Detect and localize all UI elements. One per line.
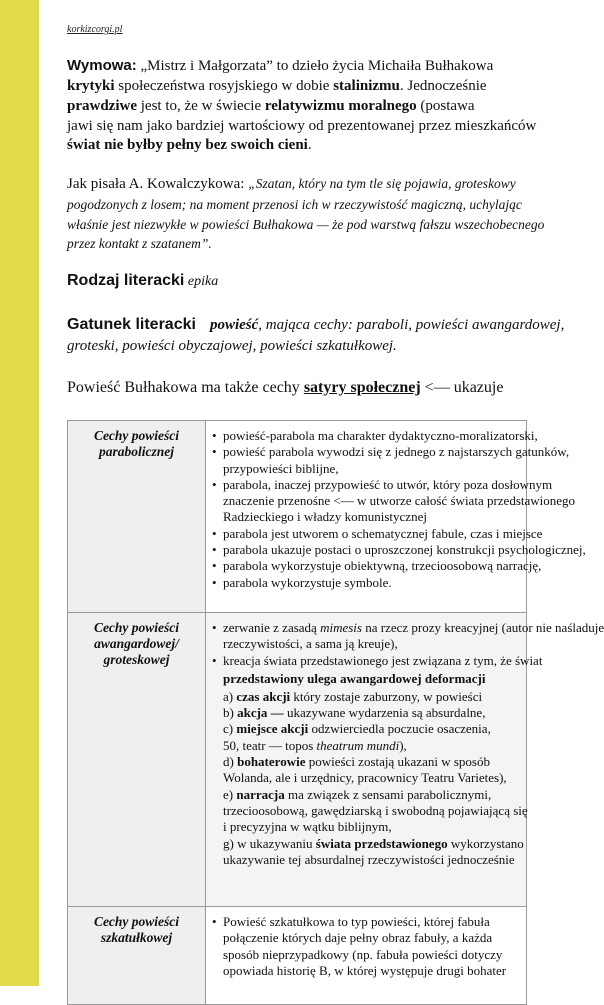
gatunek-line-1: Gatunek literacki powieść, mająca cechy: paraboli, powieści awangardowej, xyxy=(67,316,565,333)
list-item: • parabola, inaczej przypowieść to utwór, który poza dosłownym xyxy=(212,477,526,493)
quote-line-1: Jak pisała A. Kowalczykowa: „Szatan, który na tym tle się pojawia, groteskowy xyxy=(67,176,516,192)
list-item: • powieść-parabola ma charakter dydaktyczno-moralizatorski, xyxy=(212,428,526,444)
wymowa-label: Wymowa: xyxy=(67,57,137,74)
list-item: • parabola jest utworem o schematycznej fabule, czas i miejsce xyxy=(212,526,526,542)
szkatulka-body xyxy=(206,907,527,1005)
wymowa-line-1: Wymowa: „Mistrz i Małgorzata” to dzieło życia Michaiła Bułhakowa xyxy=(67,57,494,74)
sub-item-b: b) akcja — ukazywane wydarzenia są absurdalne, xyxy=(223,705,486,721)
sub-item-g: g) w ukazywaniu świata przedstawionego wykorzystano xyxy=(223,835,524,851)
sub-item-d: d) bohaterowie powieści zostają ukazani w sposób xyxy=(223,754,490,770)
sub-item-e-cont: i precyzyjna w wątku biblijnym, xyxy=(223,819,392,835)
list-item: • parabola wykorzystuje obiektywną, trzecioosobową narrację, xyxy=(212,558,526,574)
list-item-continuation: sposób nieprzypadkowy (np. fabuła powieści dotyczy xyxy=(223,946,503,962)
wymowa-line-2: krytyki społeczeństwa rosyjskiego w dobie stalinizmu. Jednocześnie xyxy=(67,78,487,94)
list-item-continuation: rzeczywistości, a sama ją kreuje), xyxy=(223,636,398,652)
list-item: • parabola wykorzystuje symbole. xyxy=(212,575,526,591)
list-item: • Powieść szkatułkowa to typ powieści, której fabuła xyxy=(212,914,526,930)
szkatulka-head: Cechy powieści szkatułkowej xyxy=(68,907,206,1005)
table-row-awangarda xyxy=(68,613,527,907)
awangarda-head: Cechy powieści awangardowej/ groteskowej xyxy=(68,613,206,907)
rodzaj-heading: Rodzaj literacki epika xyxy=(67,272,219,289)
awangarda-body xyxy=(206,613,604,907)
gatunek-line-2: groteski, powieści obyczajowej, powieści szkatułkowej. xyxy=(67,338,397,354)
sub-item-g-cont: ukazywanie tej absurdalnej rzeczywistości jednocześnie xyxy=(223,851,515,867)
wymowa-line-3: prawdziwe jest to, że w świecie relatywizmu moralnego (postawa xyxy=(67,98,475,114)
list-item: • parabola ukazuje postaci o uproszczonej konstrukcji psychologicznej, xyxy=(212,542,526,558)
sub-item-c: c) miejsce akcji odzwierciedla poczucie osaczenia, xyxy=(223,721,491,737)
table-row-parabola xyxy=(68,421,527,613)
sub-item-e-cont: trzecioosobową, gawędziarską i swobodną pojawiającą się xyxy=(223,802,528,818)
sub-item-d-cont: Wolanda, ale i urzędnicy, pracownicy Teatru Varietes), xyxy=(223,770,507,786)
sub-item-a: a) czas akcji który zostaje zaburzony, w powieści xyxy=(223,688,483,704)
list-item-continuation: znaczenie przenośne <— w utworze całość świata przedstawionego xyxy=(223,493,576,509)
list-item: • kreacja świata przedstawionego jest związana z tym, że świat xyxy=(212,653,526,669)
list-item: • zerwanie z zasadą mimesis na rzecz prozy kreacyjnej (autor nie naśladuje xyxy=(212,620,526,636)
list-item-continuation: opowiada historię B, w której występuje drugi bohater xyxy=(223,962,507,978)
quote-line-2: pogodzonych z losem; na moment przenosi ich w rzeczywistość magiczną, uchylając xyxy=(67,197,522,212)
wymowa-line-5: świat nie byłby pełny bez swoich cieni. xyxy=(67,137,312,153)
list-item: • powieść parabola wywodzi się z jednego z najstarszych gatunków, xyxy=(212,444,526,460)
yellow-sidebar xyxy=(0,0,39,986)
list-item-continuation: przedstawiony ulega awangardowej deformacji xyxy=(223,670,486,686)
parabola-head: Cechy powieści parabolicznej xyxy=(68,421,206,613)
list-item-continuation: połączenie których daje pełny obraz fabuły, a każda xyxy=(223,930,493,946)
table-row-szkatulka xyxy=(68,907,527,1005)
list-item-continuation: przypowieści biblijne, xyxy=(223,460,339,476)
quote-line-3: właśnie jest niezwykłe w powieści Bułhakowa — że pod warstwą fałszu wszechobecnego xyxy=(67,217,545,232)
features-table xyxy=(67,420,604,1005)
parabola-body xyxy=(206,421,586,613)
document-page xyxy=(67,0,604,986)
quote-line-4: przez kontakt z szatanem”. xyxy=(67,236,212,251)
satyra-line: Powieść Bułhakowa ma także cechy satyry społecznej <— ukazuje xyxy=(67,379,504,396)
list-item-continuation: Radzieckiego i władzy komunistycznej xyxy=(223,509,427,525)
sub-item-e: e) narracja ma związek z sensami parabolicznymi, xyxy=(223,786,492,802)
sub-item-c-cont: 50, teatr — topos theatrum mundi), xyxy=(223,737,407,753)
site-watermark: korkizcorgi.pl xyxy=(67,24,123,35)
wymowa-line-4: jawi się nam jako bardziej wartościowy od prezentowanej przez mieszkańców xyxy=(67,118,537,134)
